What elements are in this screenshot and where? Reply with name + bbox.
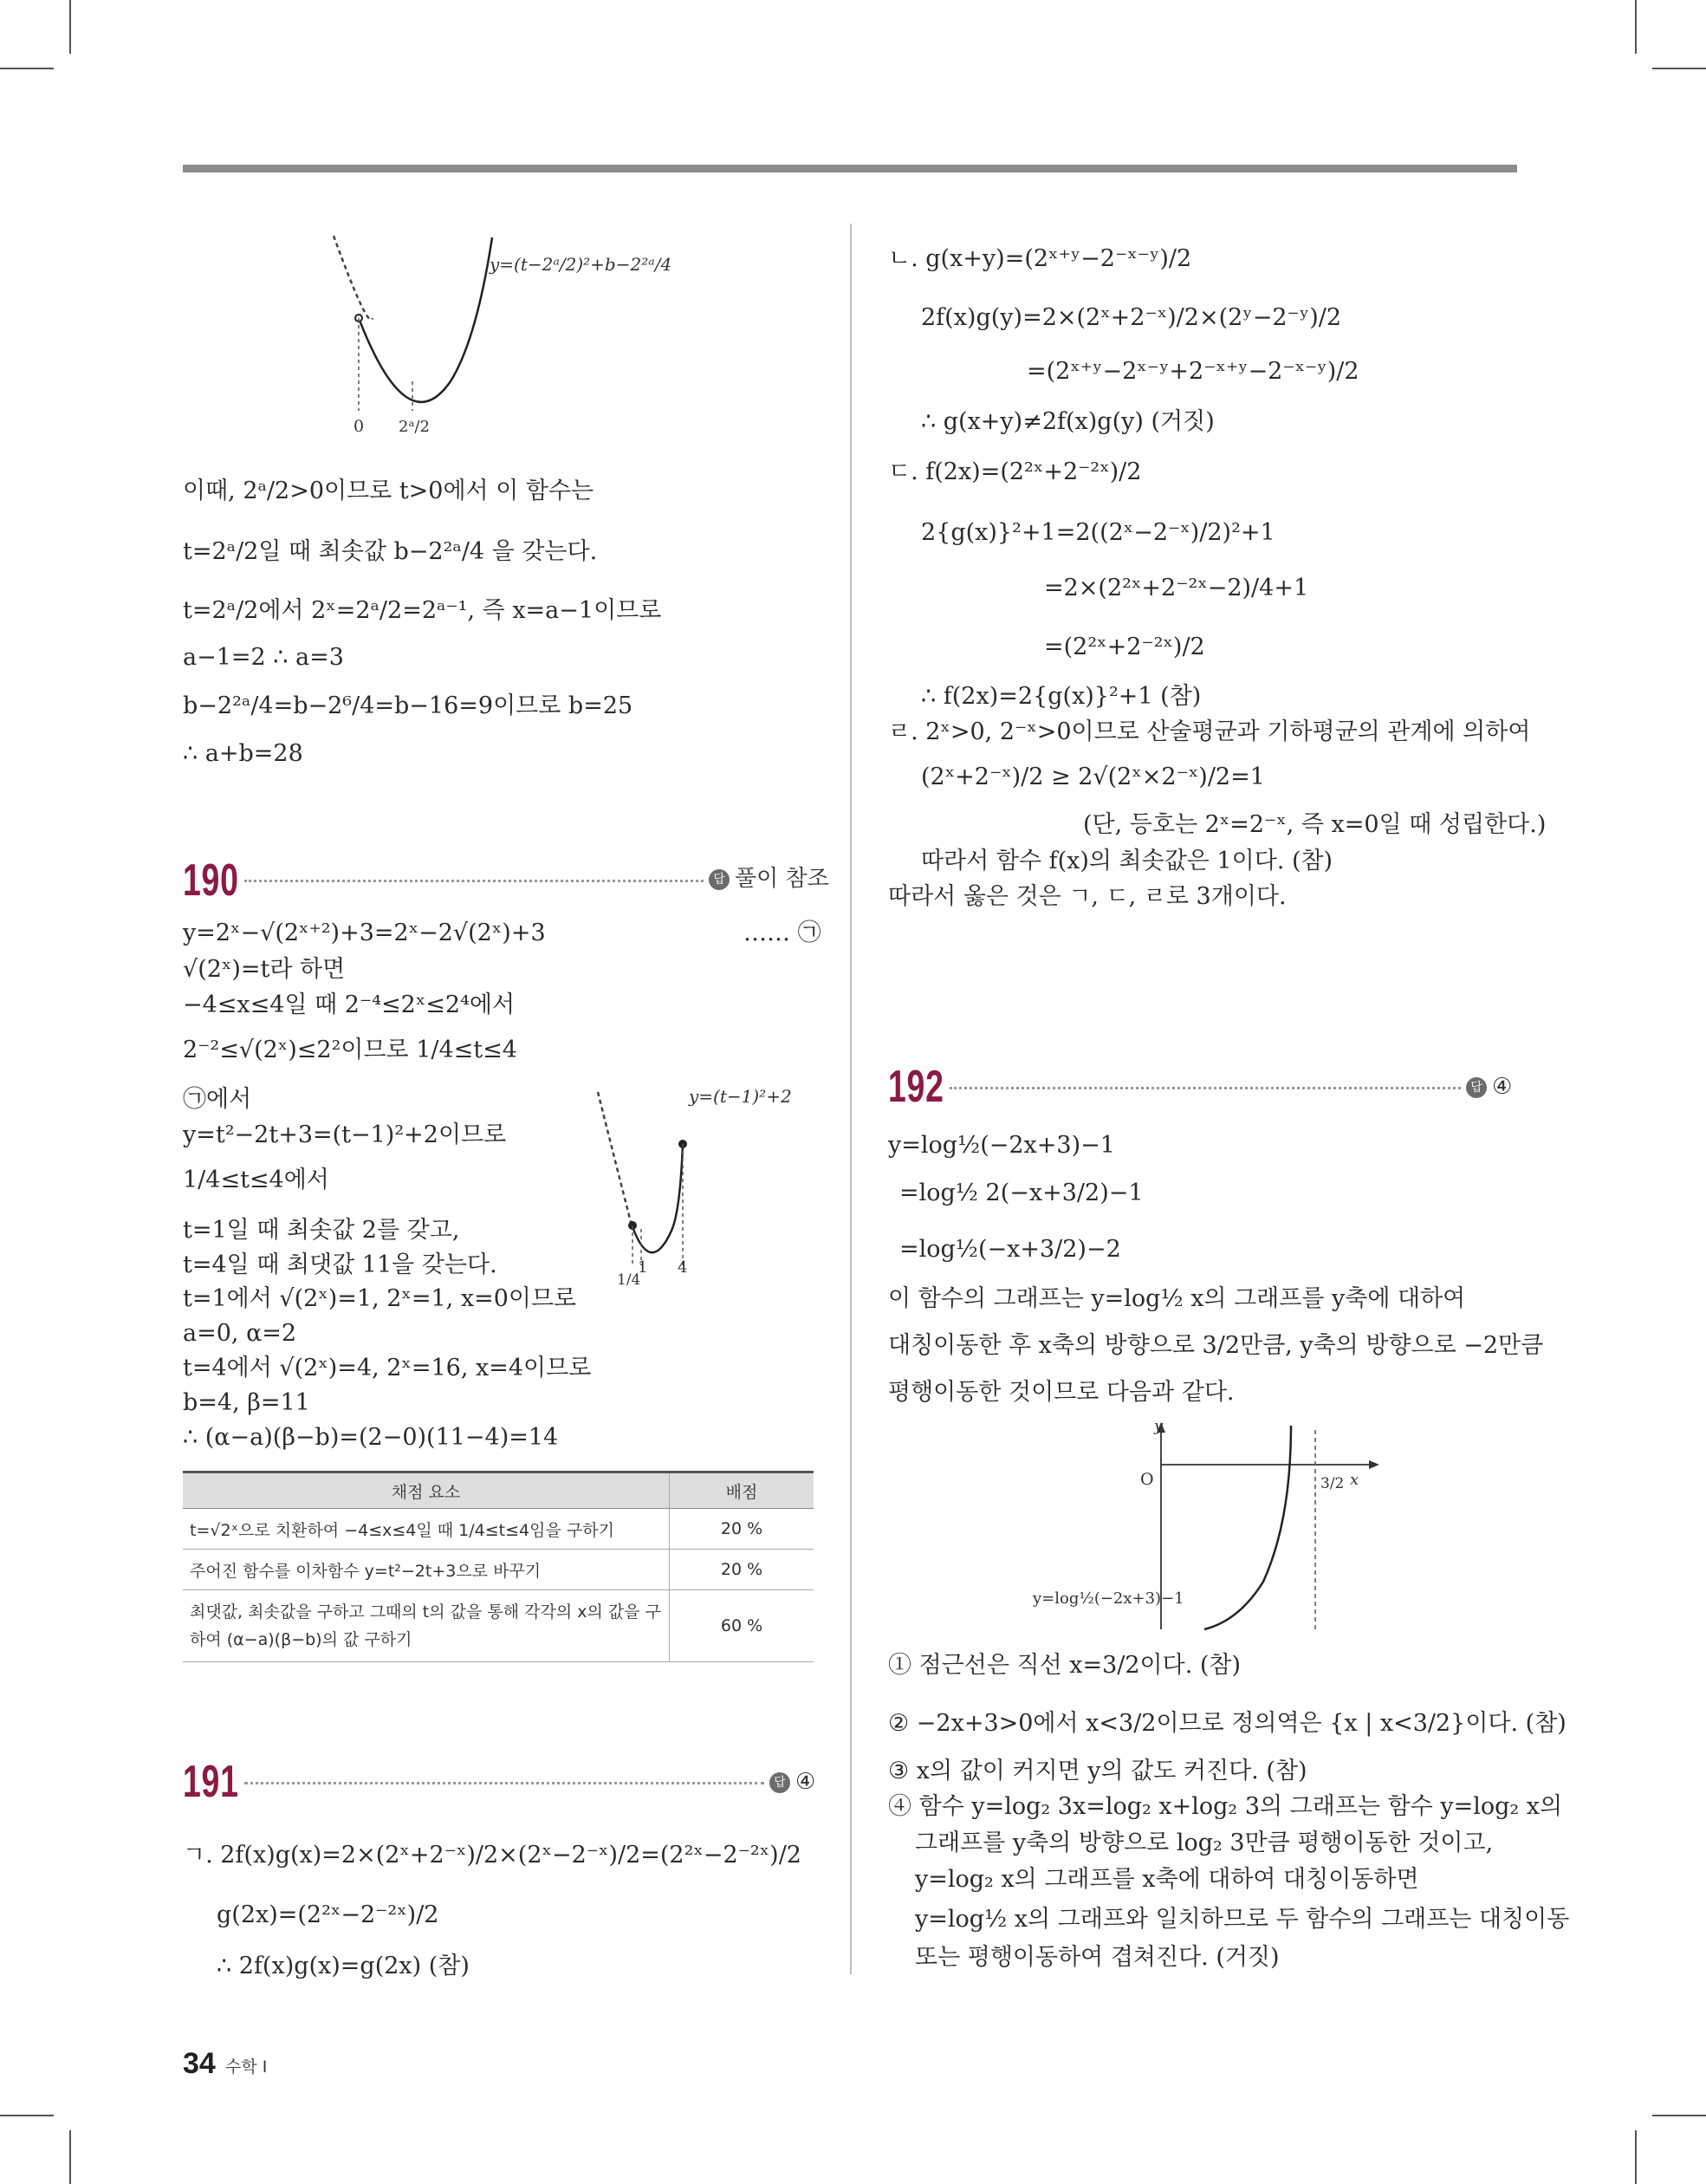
answer-icon: 답 — [769, 1772, 790, 1793]
option-item: y=log½ x의 그래프와 일치하므로 두 함수의 그래프는 대칭이동 — [915, 1906, 1570, 1933]
option-item: y=log₂ x의 그래프를 x축에 대하여 대칭이동하면 — [915, 1866, 1419, 1893]
problem-number-191: 191 — [183, 1757, 239, 1807]
crop-mark — [0, 68, 54, 69]
table-cell: 20 % — [670, 1509, 814, 1550]
column-divider — [850, 224, 852, 1974]
text-line: ∴ a+b=28 — [183, 740, 303, 767]
parabola-figure-190 — [589, 1083, 823, 1300]
text-line: y=2ˣ−√(2ˣ⁺²)+3=2ˣ−2√(2ˣ)+3 — [183, 920, 546, 946]
text-line: ㄱ. 2f(x)g(x)=2×(2ˣ+2⁻ˣ)/2×(2ˣ−2⁻ˣ)/2=(2²ˣ−2⁻²ˣ)/2 — [183, 1842, 801, 1869]
text-line: 2{g(x)}²+1=2((2ˣ−2⁻ˣ)/2)²+1 — [921, 519, 1275, 546]
fig190-tick-4: 4 — [678, 1258, 688, 1277]
text-line: 이 함수의 그래프는 y=log½ x의 그래프를 y축에 대하여 — [888, 1285, 1466, 1312]
option-item: ① 점근선은 직선 x=3/2이다. (참) — [888, 1652, 1242, 1679]
text-line: =log½ 2(−x+3/2)−1 — [899, 1180, 1144, 1206]
parabola-figure-1 — [321, 227, 702, 461]
table-cell: t=√2ˣ으로 치환하여 −4≤x≤4일 때 1/4≤t≤4임을 구하기 — [183, 1509, 670, 1550]
text-line: 2⁻²≤√(2ˣ)≤2²이므로 1/4≤t≤4 — [183, 1037, 517, 1063]
table-cell: 최댓값, 최솟값을 구하고 그때의 t의 값을 통해 각각의 x의 값을 구하여 (α−a)(β−b)의 값 구하기 — [183, 1590, 670, 1662]
answer-icon: 답 — [709, 869, 730, 890]
fig1-tick-0: 0 — [354, 417, 365, 436]
text-line: 따라서 옳은 것은 ㄱ, ㄷ, ㄹ로 3개이다. — [888, 883, 1287, 910]
answer-190 — [709, 865, 829, 893]
text-line: =log½(−x+3/2)−2 — [899, 1236, 1121, 1263]
text-line: ㄷ. f(2x)=(2²ˣ+2⁻²ˣ)/2 — [888, 458, 1142, 485]
text-line: ∴ g(x+y)≠2f(x)g(y) (거짓) — [921, 408, 1215, 435]
table-cell: 60 % — [670, 1590, 814, 1662]
text-line: 평행이동한 것이므로 다음과 같다. — [888, 1379, 1235, 1406]
crop-mark — [1635, 0, 1637, 54]
scoring-table — [183, 1471, 814, 1662]
text-line: 이때, 2ᵃ/2>0이므로 t>0에서 이 함수는 — [183, 478, 594, 504]
text-line: =(2ˣ⁺ʸ−2ˣ⁻ʸ+2⁻ˣ⁺ʸ−2⁻ˣ⁻ʸ)/2 — [1027, 358, 1359, 385]
text-line: t=2ᵃ/2일 때 최솟값 b−2²ᵃ/4 을 갖는다. — [183, 538, 598, 565]
text-line: a=0, α=2 — [183, 1320, 297, 1347]
page-number: 34 — [183, 2047, 216, 2080]
leader-dots — [950, 1087, 1461, 1089]
text-line: b−2²ᵃ/4=b−2⁶/4=b−16=9이므로 b=25 — [183, 692, 633, 719]
text-line: (2ˣ+2⁻ˣ)/2 ≥ 2√(2ˣ×2⁻ˣ)/2=1 — [921, 764, 1265, 790]
table-header: 채점 요소 — [183, 1472, 670, 1509]
table-cell: 주어진 함수를 이차함수 y=t²−2t+3으로 바꾸기 — [183, 1550, 670, 1590]
text-line: a−1=2 ∴ a=3 — [183, 644, 344, 671]
option-item: 그래프를 y축의 방향으로 log₂ 3만큼 평행이동한 것이고, — [915, 1830, 1494, 1856]
text-line: 1/4≤t≤4에서 — [183, 1167, 329, 1193]
answer-icon: 답 — [1466, 1077, 1487, 1098]
text-line: ∴ 2f(x)g(x)=g(2x) (참) — [217, 1953, 470, 1979]
fig1-tick-1: 2ᵃ/2 — [399, 418, 430, 436]
text-line: t=1에서 √(2ˣ)=1, 2ˣ=1, x=0이므로 — [183, 1285, 577, 1312]
text-line: √(2ˣ)=t라 하면 — [183, 956, 346, 983]
fig190-tick-quarter: 1/4 — [617, 1271, 641, 1289]
option-item: ③ x의 값이 커지면 y의 값도 커진다. (참) — [888, 1758, 1307, 1784]
crop-mark — [69, 2130, 71, 2184]
answer-text: ④ — [795, 1769, 816, 1795]
text-line: ㄴ. g(x+y)=(2ˣ⁺ʸ−2⁻ˣ⁻ʸ)/2 — [888, 245, 1192, 272]
fig190-curve-label: y=(t−1)²+2 — [689, 1086, 792, 1107]
leader-dots — [244, 1782, 764, 1784]
text-line: t=2ᵃ/2에서 2ˣ=2ᵃ/2=2ᵃ⁻¹, 즉 x=a−1이므로 — [183, 597, 662, 624]
table-row — [183, 1550, 814, 1590]
fig1-curve-label: y=(t−2ᵃ/2)²+b−2²ᵃ/4 — [490, 254, 672, 275]
text-line: ∴ f(2x)=2{g(x)}²+1 (참) — [921, 683, 1202, 710]
text-line: b=4, β=11 — [183, 1389, 310, 1416]
text-line: y=t²−2t+3=(t−1)²+2이므로 — [183, 1121, 507, 1148]
text-line: t=4일 때 최댓값 11을 갖는다. — [183, 1251, 497, 1278]
text-line: =2×(2²ˣ+2⁻²ˣ−2)/4+1 — [1044, 575, 1309, 601]
text-line: ∴ (α−a)(β−b)=(2−0)(11−4)=14 — [183, 1424, 559, 1451]
answer-191 — [769, 1768, 815, 1796]
axis-y-label: y — [1154, 1417, 1164, 1435]
answer-192 — [1466, 1073, 1512, 1101]
text-line: −4≤x≤4일 때 2⁻⁴≤2ˣ≤2⁴에서 — [183, 991, 516, 1018]
crop-mark — [1652, 2115, 1706, 2116]
asymptote-label: 3/2 — [1320, 1475, 1345, 1492]
text-line: =(2²ˣ+2⁻²ˣ)/2 — [1044, 634, 1205, 660]
option-item: ② −2x+3>0에서 x<3/2이므로 정의역은 {x | x<3/2}이다. (참) — [888, 1710, 1567, 1737]
crop-mark — [0, 2115, 54, 2116]
text-line: ㉠에서 — [183, 1086, 252, 1113]
leader-dots — [244, 880, 704, 882]
header-rule — [183, 165, 1517, 172]
text-line: g(2x)=(2²ˣ−2⁻²ˣ)/2 — [217, 1901, 439, 1928]
text-line: 따라서 함수 f(x)의 최솟값은 1이다. (참) — [921, 848, 1333, 874]
curve-label: y=log½(−2x+3)−1 — [1033, 1589, 1184, 1608]
text-line: y=log½(−2x+3)−1 — [888, 1132, 1115, 1159]
text-line: t=4에서 √(2ˣ)=4, 2ˣ=16, x=4이므로 — [183, 1355, 592, 1381]
option-item: 또는 평행이동하여 겹쳐진다. (거짓) — [915, 1944, 1280, 1971]
problem-number-192: 192 — [888, 1062, 944, 1112]
equation-marker: …… ㉠ — [743, 920, 821, 946]
crop-mark — [1652, 68, 1706, 69]
answer-text: 풀이 참조 — [735, 866, 829, 892]
table-row — [183, 1590, 814, 1662]
text-line: 2f(x)g(y)=2×(2ˣ+2⁻ˣ)/2×(2ʸ−2⁻ʸ)/2 — [921, 304, 1342, 331]
axis-x-label: x — [1350, 1471, 1359, 1489]
text-line: 대칭이동한 후 x축의 방향으로 3/2만큼, y축의 방향으로 −2만큼 — [888, 1332, 1544, 1359]
table-cell: 20 % — [670, 1550, 814, 1590]
table-header: 배점 — [670, 1472, 814, 1509]
table-row — [183, 1509, 814, 1550]
fig190-tick-1: 1 — [638, 1258, 648, 1277]
log-graph-192 — [1031, 1417, 1386, 1634]
option-item: ④ 함수 y=log₂ 3x=log₂ x+log₂ 3의 그래프는 함수 y=log₂ x의 — [888, 1793, 1563, 1820]
problem-number-190: 190 — [183, 855, 239, 906]
text-line: (단, 등호는 2ˣ=2⁻ˣ, 즉 x=0일 때 성립한다.) — [1083, 811, 1547, 838]
answer-text: ④ — [1492, 1074, 1513, 1100]
origin-label: O — [1140, 1470, 1154, 1489]
book-title: 수학 I — [225, 2057, 268, 2077]
crop-mark — [1635, 2130, 1637, 2184]
text-line: t=1일 때 최솟값 2를 갖고, — [183, 1217, 460, 1244]
text-line: ㄹ. 2ˣ>0, 2⁻ˣ>0이므로 산술평균과 기하평균의 관계에 의하여 — [888, 718, 1531, 745]
crop-mark — [69, 0, 71, 54]
